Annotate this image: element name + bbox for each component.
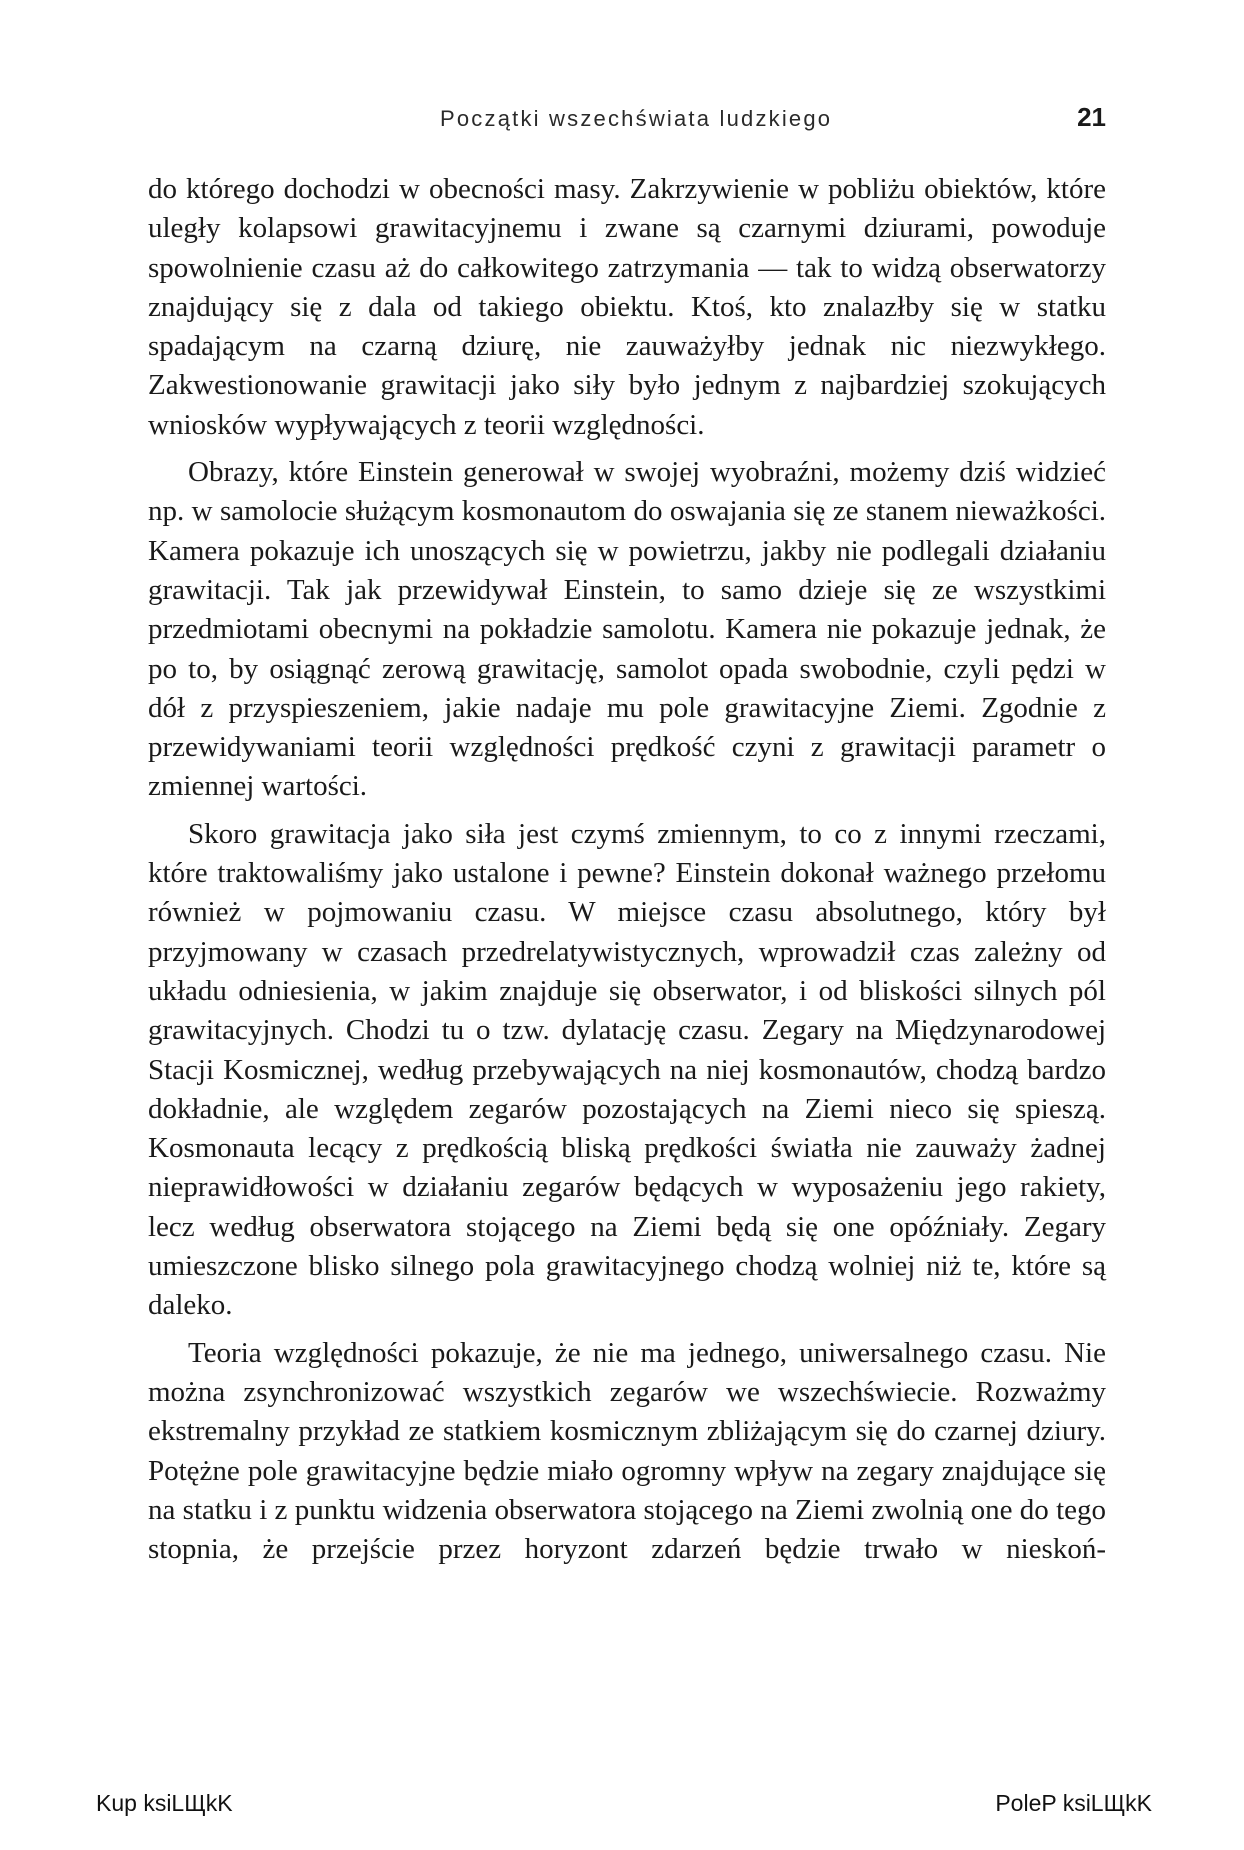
- body-text: [148, 170, 1106, 1577]
- paragraph-1: do którego dochodzi w obecności masy. Zakrzywienie w pobliżu obiektów, które uległy kolapsowi grawitacyjnemu i zwane są czarnymi dziurami, powoduje spowolnienie czasu aż do całkowitego zatrzymania — tak to widzą obserwatorzy znajdujący się z dala od takiego obiektu. Ktoś, kto znalazłby się w statku spadającym na czarną dziurę, nie zauważyłby jednak nic niezwykłego. Zakwestionowanie grawitacji jako siły było jednym z najbardziej szokujących wniosków wypływających z teorii względności.: [148, 173, 1106, 441]
- paragraph-3: Skoro grawitacja jako siła jest czymś zmiennym, to co z innymi rzeczami, które traktowaliśmy jako ustalone i pewne? Einstein dokonał ważnego przełomu również w pojmowaniu czasu. W miejsce czasu absolutnego, który był przyjmowany w czasach przedrelatywistycznych, wprowadził czas zależny od układu odniesienia, w jakim znajduje się obserwator, i od bliskości silnych pól grawitacyjnych. Chodzi tu o tzw. dylatację czasu. Zegary na Międzynarodowej Stacji Kosmicznej, według przebywających na niej kosmonautów, chodzą bardzo dokładnie, ale względem zegarów pozostających na Ziemi nieco się spieszą. Kosmonauta lecący z prędkością bliską prędkości światła nie zauważy żadnej nieprawidłowości w działaniu zegarów będących w wyposażeniu jego rakiety, lecz według obserwatora stojącego na Ziemi będą się one opóźniały. Zegary umieszczone blisko silnego pola grawitacyjnego chodzą wolniej niż te, które są daleko.: [148, 817, 1106, 1322]
- running-header: [148, 102, 1106, 142]
- page-number: 21: [1077, 102, 1106, 132]
- paragraph-4: Teoria względności pokazuje, że nie ma jednego, uniwersalnego czasu. Nie można zsynchronizować wszystkich zegarów we wszechświecie. Rozważmy ekstremalny przykład ze statkiem kosmicznym zbliżającym się do czarnej dziury. Potężne pole grawitacyjne będzie miało ogromny wpływ na zegary znajdujące się na statku i z punktu widzenia obserwatora stojącego na Ziemi zwolnią one do tego stopnia, że przejście przez horyzont zdarzeń będzie trwało w nieskoń-: [148, 1336, 1106, 1566]
- paragraph-2: Obrazy, które Einstein generował w swojej wyobraźni, możemy dziś widzieć np. w samolocie służącym kosmonautom do oswajania się ze stanem nieważkości. Kamera pokazuje ich unoszących się w powietrzu, jakby nie podlegali działaniu grawitacji. Tak jak przewidywał Einstein, to samo dzieje się ze wszystkimi przedmiotami obecnymi na pokładzie samolotu. Kamera nie pokazuje jednak, że po to, by osiągnąć zerową grawitację, samolot opada swobodnie, czyli pędzi w dół z przyspieszeniem, jakie nadaje mu pole grawitacyjne Ziemi. Zgodnie z przewidywaniami teorii względności prędkość czyni z grawitacji parametr o zmiennej wartości.: [148, 456, 1106, 803]
- buy-book-link[interactable]: Kup ksiLЩkK: [96, 1790, 233, 1816]
- recommend-book-link[interactable]: PoleP ksiLЩkK: [995, 1790, 1152, 1816]
- running-header-title: Początki wszechświata ludzkiego: [440, 106, 833, 131]
